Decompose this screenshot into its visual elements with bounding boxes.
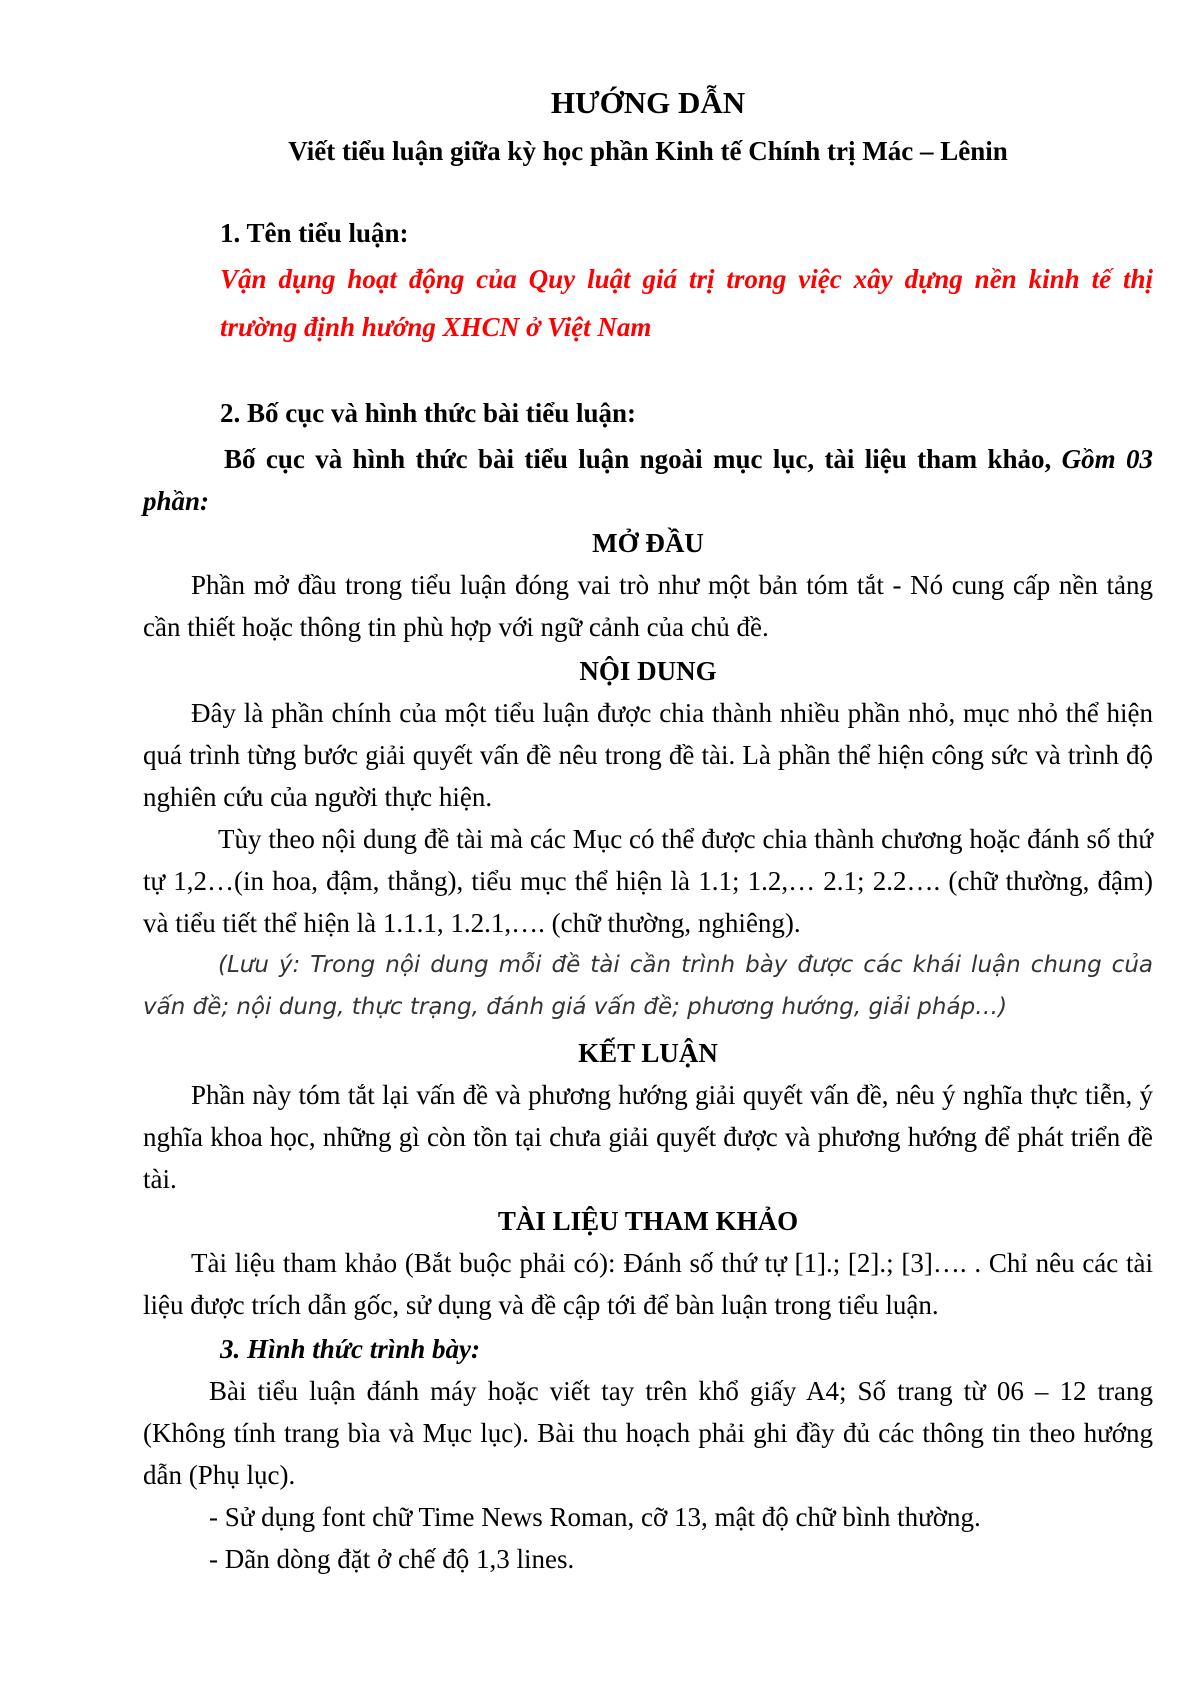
document-subtitle: Viết tiểu luận giữa kỳ học phần Kinh tế Chính trị Mác – Lênin: [288, 136, 1008, 166]
mo-dau-heading: MỞ ĐẦU: [592, 528, 704, 558]
topic-line-1: Vận dụng hoạt động của Quy luật giá trị trong việc xây dựng nền kinh tế thị: [220, 264, 1153, 294]
section3-bullet-1: - Sử dụng font chữ Time News Roman, cỡ 13, mật độ chữ bình thường.: [209, 1502, 981, 1532]
section2-intro: [143, 438, 1153, 522]
section2-heading: 2. Bố cục và hình thức bài tiểu luận:: [220, 398, 637, 428]
topic-line-2: trường định hướng XHCN ở Việt Nam: [220, 312, 652, 342]
section2-intro-bold: Bố cục và hình thức bài tiểu luận ngoài mục lục, tài liệu tham khảo,: [224, 444, 1052, 474]
noi-dung-note: (Lưu ý: Trong nội dung mỗi đề tài cần trình bày được các khái luận chung của vấn đề; nội dung, thực trạng, đánh giá vấn đề; phương hướng, giải pháp…): [143, 952, 1153, 1020]
noi-dung-heading: NỘI DUNG: [579, 656, 717, 686]
ket-luan-heading: KẾT LUẬN: [578, 1038, 718, 1068]
document-title: HƯỚNG DẪN: [550, 85, 746, 120]
tai-lieu-heading: TÀI LIỆU THAM KHẢO: [497, 1206, 799, 1236]
section3-text: Bài tiểu luận đánh máy hoặc viết tay trên khổ giấy A4; Số trang từ 06 – 12 trang (Không tính trang bìa và Mục lục). Bài thu hoạch phải ghi đầy đủ các thông tin theo hướng dẫn (Phụ lục).: [143, 1376, 1153, 1490]
section1-heading: 1. Tên tiểu luận:: [220, 218, 409, 248]
section3-heading: 3. Hình thức trình bày:: [220, 1334, 480, 1364]
tai-lieu-text: Tài liệu tham khảo (Bắt buộc phải có): Đánh số thứ tự [1].; [2].; [3]…. . Chỉ nêu các tài liệu được trích dẫn gốc, sử dụng và đề cập tới để bàn luận trong tiểu luận.: [143, 1248, 1153, 1320]
section3-bullet-2: - Dãn dòng đặt ở chế độ 1,3 lines.: [209, 1544, 575, 1574]
mo-dau-text: Phần mở đầu trong tiểu luận đóng vai trò như một bản tóm tắt - Nó cung cấp nền tảng cần thiết hoặc thông tin phù hợp với ngữ cảnh của chủ đề.: [143, 570, 1153, 642]
section2-intro-italic: Gồm 03 phần:: [143, 444, 1153, 516]
noi-dung-text-1: Đây là phần chính của một tiểu luận được chia thành nhiều phần nhỏ, mục nhỏ thể hiện quá trình từng bước giải quyết vấn đề nêu trong đề tài. Là phần thể hiện công sức và trình độ nghiên cứu của người thực hiện.: [143, 698, 1153, 812]
ket-luan-text: Phần này tóm tắt lại vấn đề và phương hướng giải quyết vấn đề, nêu ý nghĩa thực tiễn, ý nghĩa khoa học, những gì còn tồn tại chưa giải quyết được và phương hướng để phát triển đề tài.: [143, 1080, 1153, 1194]
noi-dung-text-2: Tùy theo nội dung đề tài mà các Mục có thể được chia thành chương hoặc đánh số thứ tự 1,2…(in hoa, đậm, thẳng), tiểu mục thể hiện là 1.1; 1.2,… 2.1; 2.2…. (chữ thường, đậm) và tiểu tiết thể hiện là 1.1.1, 1.2.1,…. (chữ thường, nghiêng).: [143, 824, 1153, 938]
